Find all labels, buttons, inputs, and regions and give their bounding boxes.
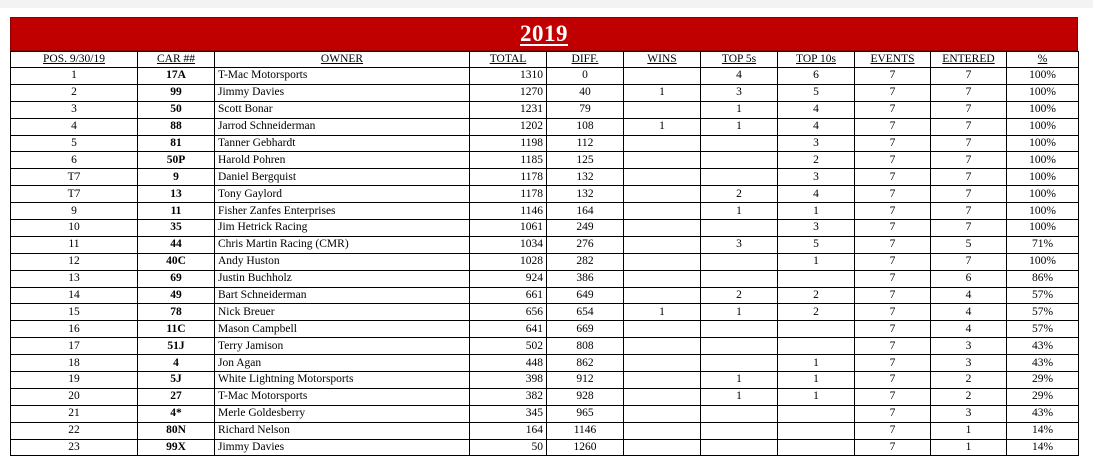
table-row <box>11 84 1079 101</box>
cell-position: 1 <box>11 68 138 85</box>
cell-entered: 4 <box>931 287 1007 304</box>
cell-top5: 1 <box>701 203 778 220</box>
cell-top5: 1 <box>701 304 778 321</box>
cell-top10: 1 <box>778 372 855 389</box>
cell-top5 <box>701 439 778 456</box>
table-row <box>11 220 1079 237</box>
cell-percent: 100% <box>1007 118 1079 135</box>
cell-diff: 912 <box>547 372 624 389</box>
cell-events: 7 <box>855 253 931 270</box>
cell-entered: 1 <box>931 422 1007 439</box>
cell-entered: 2 <box>931 388 1007 405</box>
cell-position: 12 <box>11 253 138 270</box>
cell-top10: 1 <box>778 388 855 405</box>
cell-top10: 4 <box>778 101 855 118</box>
cell-top10: 2 <box>778 287 855 304</box>
cell-position: T7 <box>11 169 138 186</box>
cell-entered: 7 <box>931 101 1007 118</box>
cell-events: 7 <box>855 135 931 152</box>
cell-diff: 928 <box>547 388 624 405</box>
table-row <box>11 169 1079 186</box>
cell-total: 1202 <box>470 118 547 135</box>
cell-wins <box>624 253 701 270</box>
cell-events: 7 <box>855 220 931 237</box>
cell-top5: 3 <box>701 84 778 101</box>
header-percent: % <box>1007 52 1079 68</box>
cell-total: 164 <box>470 422 547 439</box>
cell-position: 9 <box>11 203 138 220</box>
cell-percent: 100% <box>1007 203 1079 220</box>
cell-top10 <box>778 439 855 456</box>
cell-car-number: 11 <box>138 203 215 220</box>
cell-events: 7 <box>855 118 931 135</box>
cell-position: 17 <box>11 338 138 355</box>
cell-entered: 3 <box>931 405 1007 422</box>
cell-position: 22 <box>11 422 138 439</box>
cell-percent: 57% <box>1007 321 1079 338</box>
cell-events: 7 <box>855 321 931 338</box>
cell-events: 7 <box>855 372 931 389</box>
year-title: 2019 <box>520 21 568 46</box>
cell-entered: 7 <box>931 203 1007 220</box>
cell-owner: White Lightning Motorsports <box>215 372 470 389</box>
cell-percent: 100% <box>1007 169 1079 186</box>
cell-owner: Scott Bonar <box>215 101 470 118</box>
cell-car-number: 99 <box>138 84 215 101</box>
cell-entered: 7 <box>931 169 1007 186</box>
table-row <box>11 321 1079 338</box>
cell-percent: 57% <box>1007 304 1079 321</box>
header-total: TOTAL <box>470 52 547 68</box>
cell-total: 1178 <box>470 186 547 203</box>
cell-owner: Jarrod Schneiderman <box>215 118 470 135</box>
cell-owner: T-Mac Motorsports <box>215 68 470 85</box>
cell-position: 15 <box>11 304 138 321</box>
cell-top5 <box>701 338 778 355</box>
cell-total: 345 <box>470 405 547 422</box>
cell-percent: 43% <box>1007 355 1079 372</box>
cell-top10 <box>778 405 855 422</box>
cell-car-number: 9 <box>138 169 215 186</box>
cell-top10: 6 <box>778 68 855 85</box>
cell-diff: 1260 <box>547 439 624 456</box>
cell-wins <box>624 372 701 389</box>
cell-percent: 100% <box>1007 101 1079 118</box>
table-row <box>11 355 1079 372</box>
year-banner <box>10 17 1078 51</box>
cell-top5: 1 <box>701 101 778 118</box>
cell-owner: Jon Agan <box>215 355 470 372</box>
cell-top5 <box>701 405 778 422</box>
cell-total: 656 <box>470 304 547 321</box>
cell-car-number: 44 <box>138 236 215 253</box>
table-row <box>11 270 1079 287</box>
header-pos: POS. 9/30/19 <box>11 52 138 68</box>
cell-total: 1178 <box>470 169 547 186</box>
cell-top10: 3 <box>778 220 855 237</box>
cell-position: 5 <box>11 135 138 152</box>
cell-events: 7 <box>855 405 931 422</box>
cell-wins <box>624 203 701 220</box>
header-events: EVENTS <box>855 52 931 68</box>
cell-top10: 3 <box>778 135 855 152</box>
cell-entered: 7 <box>931 84 1007 101</box>
header-diff: DIFF. <box>547 52 624 68</box>
header-top5: TOP 5s <box>701 52 778 68</box>
table-row <box>11 338 1079 355</box>
cell-diff: 0 <box>547 68 624 85</box>
cell-entered: 1 <box>931 439 1007 456</box>
standings-body <box>11 68 1079 456</box>
cell-percent: 14% <box>1007 439 1079 456</box>
cell-position: 23 <box>11 439 138 456</box>
cell-diff: 649 <box>547 287 624 304</box>
cell-total: 1185 <box>470 152 547 169</box>
top-band <box>0 0 1093 8</box>
header-top10: TOP 10s <box>778 52 855 68</box>
cell-top10: 1 <box>778 203 855 220</box>
cell-position: 20 <box>11 388 138 405</box>
cell-owner: Mason Campbell <box>215 321 470 338</box>
cell-car-number: 80N <box>138 422 215 439</box>
cell-top5 <box>701 355 778 372</box>
cell-percent: 71% <box>1007 236 1079 253</box>
cell-total: 1310 <box>470 68 547 85</box>
cell-total: 1028 <box>470 253 547 270</box>
cell-top5 <box>701 422 778 439</box>
cell-owner: Jim Hetrick Racing <box>215 220 470 237</box>
cell-total: 382 <box>470 388 547 405</box>
cell-top10: 2 <box>778 152 855 169</box>
cell-wins <box>624 321 701 338</box>
cell-events: 7 <box>855 236 931 253</box>
cell-top10: 1 <box>778 253 855 270</box>
cell-car-number: 78 <box>138 304 215 321</box>
cell-percent: 43% <box>1007 405 1079 422</box>
cell-car-number: 27 <box>138 388 215 405</box>
cell-wins: 1 <box>624 118 701 135</box>
standings-sheet <box>10 17 1078 456</box>
cell-top5: 1 <box>701 372 778 389</box>
cell-owner: Chris Martin Racing (CMR) <box>215 236 470 253</box>
cell-entered: 5 <box>931 236 1007 253</box>
cell-diff: 125 <box>547 152 624 169</box>
cell-events: 7 <box>855 422 931 439</box>
cell-car-number: 49 <box>138 287 215 304</box>
table-row <box>11 68 1079 85</box>
cell-position: 19 <box>11 372 138 389</box>
cell-wins <box>624 287 701 304</box>
table-row <box>11 118 1079 135</box>
cell-percent: 14% <box>1007 422 1079 439</box>
cell-wins <box>624 186 701 203</box>
cell-wins <box>624 169 701 186</box>
cell-car-number: 4 <box>138 355 215 372</box>
cell-entered: 7 <box>931 220 1007 237</box>
table-row <box>11 287 1079 304</box>
cell-car-number: 51J <box>138 338 215 355</box>
cell-entered: 7 <box>931 135 1007 152</box>
cell-events: 7 <box>855 152 931 169</box>
cell-entered: 7 <box>931 68 1007 85</box>
table-row <box>11 388 1079 405</box>
cell-wins <box>624 422 701 439</box>
cell-diff: 108 <box>547 118 624 135</box>
cell-diff: 132 <box>547 169 624 186</box>
table-row <box>11 439 1079 456</box>
cell-position: 4 <box>11 118 138 135</box>
cell-top10: 4 <box>778 118 855 135</box>
cell-top10 <box>778 338 855 355</box>
table-row <box>11 372 1079 389</box>
cell-wins <box>624 220 701 237</box>
cell-percent: 100% <box>1007 152 1079 169</box>
cell-entered: 4 <box>931 321 1007 338</box>
header-wins: WINS <box>624 52 701 68</box>
cell-wins <box>624 338 701 355</box>
cell-events: 7 <box>855 203 931 220</box>
cell-events: 7 <box>855 355 931 372</box>
cell-diff: 112 <box>547 135 624 152</box>
cell-entered: 3 <box>931 355 1007 372</box>
cell-total: 1231 <box>470 101 547 118</box>
cell-total: 398 <box>470 372 547 389</box>
cell-owner: Tony Gaylord <box>215 186 470 203</box>
cell-owner: Jimmy Davies <box>215 84 470 101</box>
cell-top10: 3 <box>778 169 855 186</box>
cell-total: 502 <box>470 338 547 355</box>
table-row <box>11 101 1079 118</box>
cell-top5: 2 <box>701 186 778 203</box>
cell-top10 <box>778 422 855 439</box>
cell-events: 7 <box>855 287 931 304</box>
cell-percent: 57% <box>1007 287 1079 304</box>
cell-car-number: 69 <box>138 270 215 287</box>
cell-total: 50 <box>470 439 547 456</box>
cell-car-number: 13 <box>138 186 215 203</box>
cell-total: 661 <box>470 287 547 304</box>
cell-percent: 29% <box>1007 388 1079 405</box>
cell-percent: 43% <box>1007 338 1079 355</box>
cell-total: 448 <box>470 355 547 372</box>
cell-wins <box>624 388 701 405</box>
header-car: CAR ## <box>138 52 215 68</box>
cell-car-number: 99X <box>138 439 215 456</box>
cell-total: 641 <box>470 321 547 338</box>
cell-top5: 3 <box>701 236 778 253</box>
table-row <box>11 405 1079 422</box>
cell-car-number: 5J <box>138 372 215 389</box>
cell-position: 3 <box>11 101 138 118</box>
cell-diff: 132 <box>547 186 624 203</box>
cell-percent: 100% <box>1007 253 1079 270</box>
cell-owner: Terry Jamison <box>215 338 470 355</box>
cell-events: 7 <box>855 270 931 287</box>
cell-wins <box>624 152 701 169</box>
cell-position: 10 <box>11 220 138 237</box>
cell-entered: 3 <box>931 338 1007 355</box>
cell-wins: 1 <box>624 304 701 321</box>
cell-percent: 100% <box>1007 135 1079 152</box>
cell-diff: 386 <box>547 270 624 287</box>
cell-diff: 282 <box>547 253 624 270</box>
cell-top5 <box>701 253 778 270</box>
cell-percent: 29% <box>1007 372 1079 389</box>
cell-top10 <box>778 321 855 338</box>
table-row <box>11 236 1079 253</box>
cell-position: 2 <box>11 84 138 101</box>
cell-entered: 7 <box>931 152 1007 169</box>
table-row <box>11 186 1079 203</box>
cell-events: 7 <box>855 338 931 355</box>
cell-wins: 1 <box>624 84 701 101</box>
cell-top5 <box>701 321 778 338</box>
cell-wins <box>624 68 701 85</box>
cell-wins <box>624 355 701 372</box>
cell-owner: Nick Breuer <box>215 304 470 321</box>
cell-car-number: 88 <box>138 118 215 135</box>
cell-car-number: 17A <box>138 68 215 85</box>
cell-position: 6 <box>11 152 138 169</box>
cell-diff: 654 <box>547 304 624 321</box>
cell-position: T7 <box>11 186 138 203</box>
cell-entered: 6 <box>931 270 1007 287</box>
cell-diff: 965 <box>547 405 624 422</box>
cell-events: 7 <box>855 388 931 405</box>
header-owner: OWNER <box>215 52 470 68</box>
cell-percent: 100% <box>1007 186 1079 203</box>
cell-top10: 2 <box>778 304 855 321</box>
cell-owner: Merle Goldesberry <box>215 405 470 422</box>
cell-wins <box>624 101 701 118</box>
cell-diff: 249 <box>547 220 624 237</box>
cell-owner: Fisher Zanfes Enterprises <box>215 203 470 220</box>
cell-percent: 100% <box>1007 84 1079 101</box>
cell-top5 <box>701 152 778 169</box>
cell-wins <box>624 236 701 253</box>
cell-car-number: 35 <box>138 220 215 237</box>
table-row <box>11 135 1079 152</box>
cell-events: 7 <box>855 439 931 456</box>
cell-entered: 2 <box>931 372 1007 389</box>
cell-diff: 808 <box>547 338 624 355</box>
cell-car-number: 40C <box>138 253 215 270</box>
cell-car-number: 50 <box>138 101 215 118</box>
table-row <box>11 422 1079 439</box>
table-row <box>11 304 1079 321</box>
cell-diff: 79 <box>547 101 624 118</box>
cell-wins <box>624 405 701 422</box>
cell-diff: 164 <box>547 203 624 220</box>
cell-entered: 4 <box>931 304 1007 321</box>
cell-top5: 4 <box>701 68 778 85</box>
cell-top5 <box>701 135 778 152</box>
cell-owner: T-Mac Motorsports <box>215 388 470 405</box>
cell-events: 7 <box>855 68 931 85</box>
cell-top5: 1 <box>701 118 778 135</box>
cell-total: 1270 <box>470 84 547 101</box>
cell-diff: 276 <box>547 236 624 253</box>
cell-wins <box>624 270 701 287</box>
header-entered: ENTERED <box>931 52 1007 68</box>
cell-top10: 5 <box>778 236 855 253</box>
cell-owner: Harold Pohren <box>215 152 470 169</box>
cell-percent: 86% <box>1007 270 1079 287</box>
cell-position: 21 <box>11 405 138 422</box>
cell-top5 <box>701 169 778 186</box>
cell-entered: 7 <box>931 253 1007 270</box>
cell-events: 7 <box>855 186 931 203</box>
table-row <box>11 203 1079 220</box>
table-row <box>11 253 1079 270</box>
cell-owner: Richard Nelson <box>215 422 470 439</box>
cell-position: 14 <box>11 287 138 304</box>
cell-owner: Jimmy Davies <box>215 439 470 456</box>
cell-car-number: 4* <box>138 405 215 422</box>
cell-wins <box>624 135 701 152</box>
cell-percent: 100% <box>1007 68 1079 85</box>
cell-top5 <box>701 220 778 237</box>
cell-percent: 100% <box>1007 220 1079 237</box>
cell-top10: 5 <box>778 84 855 101</box>
cell-top5 <box>701 270 778 287</box>
cell-position: 18 <box>11 355 138 372</box>
cell-top10: 4 <box>778 186 855 203</box>
cell-car-number: 11C <box>138 321 215 338</box>
cell-top10: 1 <box>778 355 855 372</box>
cell-owner: Bart Schneiderman <box>215 287 470 304</box>
cell-entered: 7 <box>931 118 1007 135</box>
cell-top10 <box>778 270 855 287</box>
cell-top5: 2 <box>701 287 778 304</box>
table-row <box>11 152 1079 169</box>
cell-owner: Justin Buchholz <box>215 270 470 287</box>
cell-total: 1061 <box>470 220 547 237</box>
cell-entered: 7 <box>931 186 1007 203</box>
cell-events: 7 <box>855 84 931 101</box>
cell-events: 7 <box>855 169 931 186</box>
cell-position: 13 <box>11 270 138 287</box>
cell-events: 7 <box>855 304 931 321</box>
cell-diff: 1146 <box>547 422 624 439</box>
cell-position: 16 <box>11 321 138 338</box>
cell-wins <box>624 439 701 456</box>
cell-position: 11 <box>11 236 138 253</box>
cell-diff: 862 <box>547 355 624 372</box>
cell-diff: 669 <box>547 321 624 338</box>
cell-total: 1146 <box>470 203 547 220</box>
cell-events: 7 <box>855 101 931 118</box>
cell-total: 1198 <box>470 135 547 152</box>
cell-owner: Daniel Bergquist <box>215 169 470 186</box>
cell-top5: 1 <box>701 388 778 405</box>
cell-total: 924 <box>470 270 547 287</box>
cell-car-number: 50P <box>138 152 215 169</box>
cell-total: 1034 <box>470 236 547 253</box>
cell-owner: Andy Huston <box>215 253 470 270</box>
cell-car-number: 81 <box>138 135 215 152</box>
cell-owner: Tanner Gebhardt <box>215 135 470 152</box>
standings-table <box>10 51 1079 456</box>
cell-diff: 40 <box>547 84 624 101</box>
header-row <box>11 52 1079 68</box>
